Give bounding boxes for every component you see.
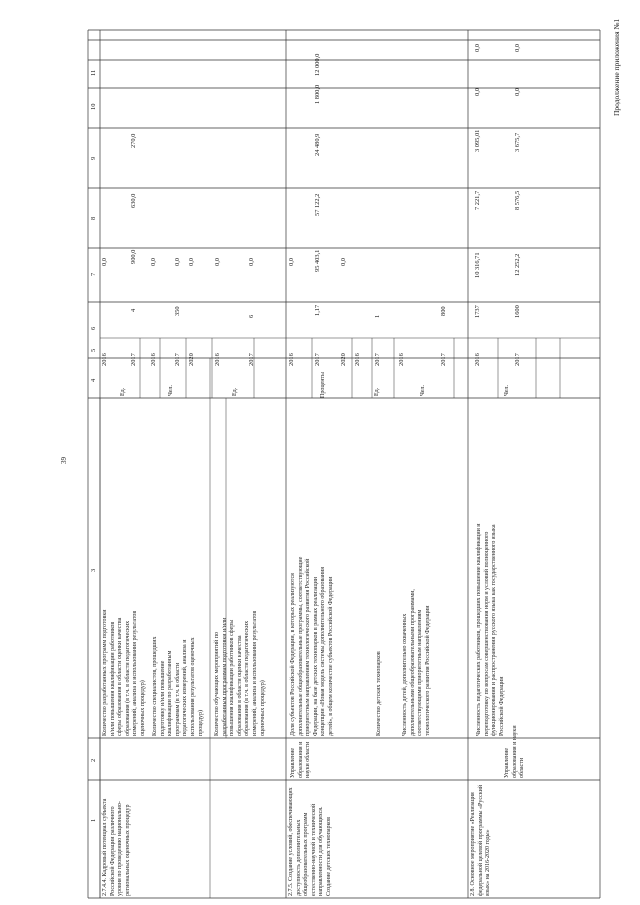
value-275-2b-c6: 1 xyxy=(374,314,381,318)
indicator-2744-2: Количество специалистов, прошедших подготовку и/или повышение квалификации по разработанным программам (в т.ч. в области педагогических измерений, анализа и использования результатов оценочных процедур) xyxy=(152,636,204,736)
year-2744-3a: 2016 xyxy=(214,353,221,366)
indicator-2744-3: Количество обучающих мероприятий по разработанным программам подготовки и/или повышения квалификации работников сферы образования в области оценки качества образования (в т.ч. в области педагогических измерений, анализа и использования результатов оценочных процедур) xyxy=(214,610,266,736)
year-275-1a: 2016 xyxy=(288,353,295,366)
year-28-1a: 2016 xyxy=(474,353,481,366)
year-2744-1a: 2016 xyxy=(101,353,108,366)
year-275-1b: 2017 xyxy=(314,353,321,366)
value-28-1b-c11: 0,0 xyxy=(514,44,521,52)
unit-275-1: Проценты xyxy=(320,371,326,398)
column-number-5: 5 xyxy=(90,348,97,352)
column-number-9: 9 xyxy=(90,156,97,160)
unit-2744-1: Ед. xyxy=(120,387,126,396)
executor-28: Управление образования и науки области xyxy=(504,725,526,778)
unit-2744-2: Чел. xyxy=(168,384,174,396)
column-number-8: 8 xyxy=(90,216,97,220)
indicator-2744-1: Количество разработанных программ подготовки и/или повышения квалификации работников сферы образования в области оценки качества образования (в т.ч. в области педагогических измерений, анализа и использования результатов оценочных процедур) xyxy=(102,609,146,736)
year-275-3b: 2017 xyxy=(440,353,447,366)
value-2744-2b-c7: 0,0 xyxy=(174,258,181,266)
column-number-3: 3 xyxy=(90,568,97,572)
executor-275: Управление образования и науки области xyxy=(290,741,312,778)
column-number-11: 11 xyxy=(90,69,97,76)
value-2744-1a-c7: 0,0 xyxy=(101,258,108,266)
year-28-1b: 2017 xyxy=(514,353,521,366)
appendix-caption: Продолжение приложения №1 xyxy=(612,18,621,116)
value-28-1a-c9: 3 095,01 xyxy=(474,129,481,152)
value-28-1a-c8: 7 221,7 xyxy=(474,190,481,210)
year-2744-1b: 2017 xyxy=(130,353,137,366)
unit-275-3: Чел. xyxy=(420,384,426,396)
indicator-28-1: Численность педагогических работников, прошедших повышение квалификации и переподготовку по вопросам совершенствования норм и условий полноценного функционирования и распространения русского языка как государственного языка Российской Федерации xyxy=(476,523,505,736)
year-2744-2b: 2017 xyxy=(174,353,181,366)
value-2744-3b-c6: 6 xyxy=(248,314,255,318)
value-2744-2c-c7: 0,0 xyxy=(188,258,195,266)
indicator-275-3: Численность детей, дополнительно охваченных дополнительными общеобразовательными программами, соответствующими приоритетным направлениям технологического развития Российской Федерации xyxy=(402,589,431,736)
value-2744-1b-c6: 4 xyxy=(130,308,137,312)
year-2744-2a: 2016 xyxy=(150,353,157,366)
unit-275-2: Ед. xyxy=(374,387,380,396)
year-275-1c: 2020 xyxy=(340,353,347,366)
year-275-2b: 2017 xyxy=(374,353,381,366)
value-28-1b-c8: 8 576,5 xyxy=(514,190,521,210)
year-275-3a: 2016 xyxy=(398,353,405,366)
value-28-1b-c10: 0,0 xyxy=(514,88,521,96)
value-2744-2b-c6: 350 xyxy=(174,306,181,316)
value-275-1b-c9: 24 480,9 xyxy=(314,133,321,156)
column-number-2: 2 xyxy=(90,758,97,762)
column-number-4: 4 xyxy=(90,378,97,382)
event-2744-text: 2.7.4.4. Кадровый потенциал субъекта Российской Федерации различного уровня по проведению национально-региональных оценочных процедур xyxy=(102,798,131,896)
unit-2744-3: Ед. xyxy=(232,387,238,396)
value-275-1b-c10: 1 800,0 xyxy=(314,84,321,104)
column-number-6: 6 xyxy=(90,326,97,330)
value-275-1b-c8: 57 122,2 xyxy=(314,193,321,216)
page-number: 39 xyxy=(60,457,68,464)
indicator-275-1: Доля субъектов Российской Федерации, в которых реализуются дополнительные общеобразовательные программы, соответствующие приоритетным направлениям технологического развития Российской Федерации, на базе детских технопарков в рамках реализации концепции «Новая модель системы дополнительного образования детей», в общем количестве субъектов Российской Федерации xyxy=(290,556,334,736)
value-28-1a-c10: 0,0 xyxy=(474,88,481,96)
year-2744-3b: 2017 xyxy=(248,353,255,366)
value-28-1a-c11: 0,0 xyxy=(474,44,481,52)
value-2744-1b-c7: 900,0 xyxy=(130,249,137,264)
value-28-1b-c6: 1600 xyxy=(514,305,521,318)
unit-28-1: Чел. xyxy=(504,384,510,396)
value-275-1a-c7: 0,0 xyxy=(288,258,295,266)
value-275-3b-c6: 800 xyxy=(440,306,447,316)
value-2744-3b-c7: 0,0 xyxy=(248,258,255,266)
column-number-7: 7 xyxy=(90,272,97,276)
value-2744-3a-c7: 0,0 xyxy=(214,258,221,266)
event-275-text: 2.7.5. Создание условий, обеспечивающих доступность дополнительных общеобразовательных программ естественно-научной и технической направленности для обучающихся. Создание детских технопарков xyxy=(288,787,332,896)
value-2744-1b-c9: 270,0 xyxy=(130,133,137,148)
year-275-2a: 2016 xyxy=(354,353,361,366)
indicator-275-2: Количество детских технопарков xyxy=(376,651,382,736)
value-28-1a-c6: 1737 xyxy=(474,305,481,318)
event-28-text: 2.8. Основное мероприятие «Реализация федеральной целевой программы «Русский язык» на 2016-2020 годы» xyxy=(470,784,492,896)
year-2744-2c: 2020 xyxy=(188,353,195,366)
value-28-1a-c7: 10 316,71 xyxy=(474,252,481,278)
value-275-1b-c11: 12 000,0 xyxy=(314,53,321,76)
column-number-1: 1 xyxy=(90,818,97,822)
value-275-1b-c6: 1,17 xyxy=(314,304,321,316)
column-number-10: 10 xyxy=(90,103,97,110)
value-28-1b-c9: 3 675,7 xyxy=(514,132,521,152)
value-2744-2a-c7: 0,0 xyxy=(150,258,157,266)
value-275-1b-c7: 95 403,1 xyxy=(314,249,321,272)
value-28-1b-c7: 12 252,2 xyxy=(514,253,521,276)
value-2744-1b-c8: 630,0 xyxy=(130,193,137,208)
value-275-1c-c7: 0,0 xyxy=(340,258,347,266)
